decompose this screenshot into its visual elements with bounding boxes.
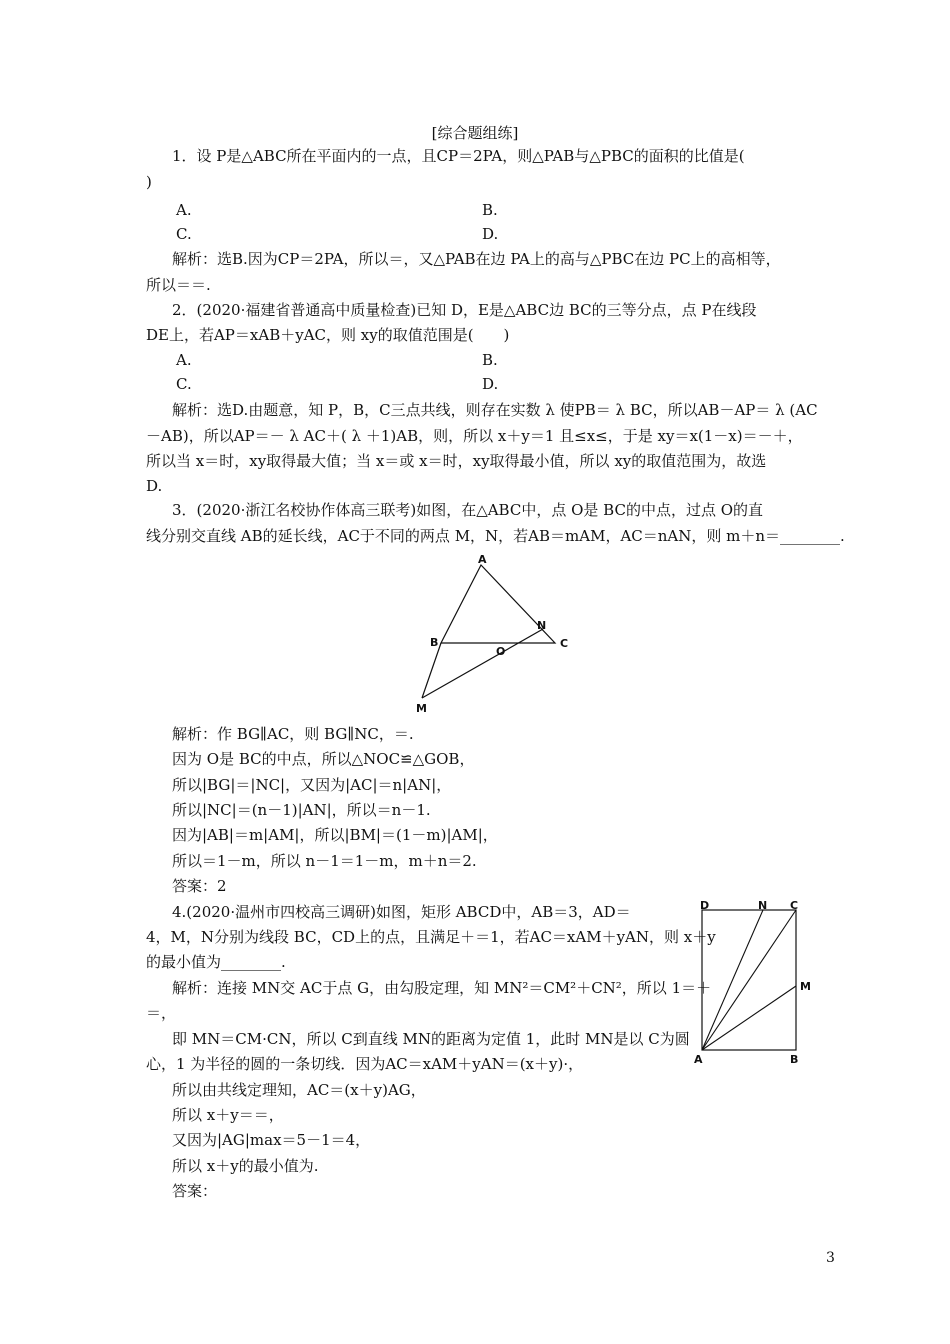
label-b: B [430,636,439,649]
text-line: 的最小值为________. [146,953,286,971]
text-line: 因为 O是 BC的中点，所以△NOC≌△GOB， [172,750,475,768]
text-line: C. [176,375,192,393]
label-n: N [537,619,547,632]
text-line: B. [482,351,498,369]
text-line: 解析：选B.因为CP＝2PA，所以＝，又△PAB在边 PA上的高与△PBC在边 PC上的高相等， [172,250,781,268]
text-line: A. [176,201,192,219]
text-line: 答案： [172,1182,218,1200]
text-line: 2．(2020·福建省普通高中质量检查)已知 D，E是△ABC边 BC的三等分点，点 P在线段 [172,301,757,319]
text-line: 1．设 P是△ABC所在平面内的一点，且CP＝2PA，则△PAB与△PBC的面积的比值是( [172,147,745,165]
page-number: 3 [826,1250,835,1266]
text-line: D. [146,477,163,495]
text-line: 所以|NC|＝(n－1)|AN|，所以＝n－1. [172,801,431,819]
text-line: 线分别交直线 AB的延长线，AC于不同的两点 M，N，若AB＝mAM，AC＝nAN，则 m＋n＝________. [146,527,845,545]
text-line: ＝， [146,1004,177,1022]
line-ac [702,910,796,1050]
label-a: A [478,555,487,566]
text-line: A. [176,351,192,369]
text-line: 答案：2 [172,877,227,895]
label-a: A [694,1053,703,1066]
label-c: C [560,637,569,650]
text-line: 解析：作 BG∥AC，则 BG∥NC，＝. [172,725,414,743]
line-bm [422,643,441,698]
text-line: 所以当 x＝时，xy取得最大值；当 x＝或 x＝时，xy取得最小值，所以 xy的取值范围为，故选 [146,452,767,470]
text-line: 心，1 为半径的圆的一条切线．因为AC＝xAM＋yAN＝(x＋y)·， [146,1055,584,1073]
label-d: D [700,899,710,912]
rectangle-figure [690,898,840,1066]
text-line: 所以＝1－m，所以 n－1＝1－m，m＋n＝2. [172,852,477,870]
text-line: 3．(2020·浙江名校协作体高三联考)如图，在△ABC中，点 O是 BC的中点，过点 O的直 [172,501,764,519]
triangle-figure [410,555,575,717]
label-o: O [496,645,506,658]
text-line: D. [482,225,499,243]
text-line: B. [482,201,498,219]
text-line: D. [482,375,499,393]
text-line: 解析：连接 MN交 AC于点 G，由勾股定理，知 MN²＝CM²＋CN²，所以 1＝＋ [172,979,712,997]
text-line: 解析：选D.由题意，知 P，B，C三点共线，则存在实数 λ 使PB＝ λ BC，所以AB－AP＝ λ (AC [172,401,818,419]
label-c: C [790,899,799,912]
text-line: 又因为|AG|max＝5－1＝4， [172,1131,371,1149]
text-line: 所以 x＋y的最小值为. [172,1157,319,1175]
text-line: 所以 x＋y＝＝， [172,1106,284,1124]
text-line: 所以由共线定理知，AC＝(x＋y)AG， [172,1081,426,1099]
text-line: －AB)，所以AP＝－ λ AC＋( λ ＋1)AB，则，所以 x＋y＝1 且≤x≤，于是 xy＝x(1－x)＝－＋， [146,427,803,445]
section-title: [综合题组练] [431,124,519,142]
label-m: M [416,702,427,715]
text-line: 因为|AB|＝m|AM|，所以|BM|＝(1－m)|AM|， [172,826,498,844]
label-b: B [790,1053,799,1066]
line-mn [422,629,543,698]
label-n: N [758,899,768,912]
text-line: DE上，若AP＝xAB＋yAC，则 xy的取值范围是( ) [146,326,510,344]
text-line: C. [176,225,192,243]
label-m: M [800,980,811,993]
text-line: 所以|BG|＝|NC|，又因为|AC|＝n|AN|， [172,776,452,794]
text-line: 即 MN＝CM·CN，所以 C到直线 MN的距离为定值 1，此时 MN是以 C为圆 [172,1030,690,1048]
text-line: 所以＝＝. [146,276,211,294]
text-line: ) [146,173,152,191]
text-line: 4.(2020·温州市四校高三调研)如图，矩形 ABCD中，AB＝3，AD＝ [172,903,631,921]
text-line: 4，M，N分别为线段 BC，CD上的点，且满足＋＝1，若AC＝xAM＋yAN，则 x＋y [146,928,716,946]
